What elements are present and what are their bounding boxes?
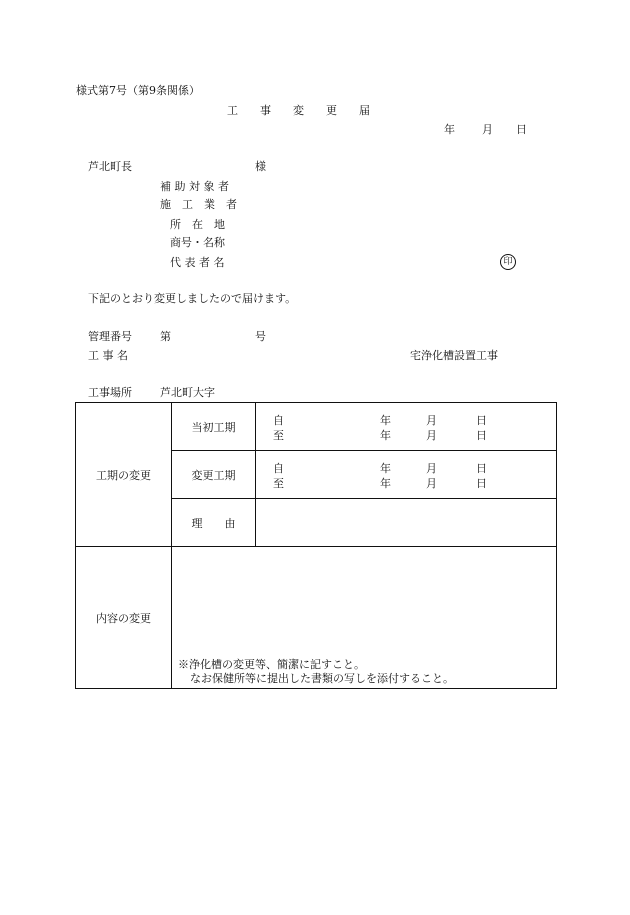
statement-text: 下記のとおり変更しましたので届けます。 xyxy=(88,292,297,305)
period-change-header: 工期の変更 xyxy=(76,403,172,547)
note-line-2: なお保健所等に提出した書類の写しを添付すること。 xyxy=(190,672,454,685)
day-label: 日 xyxy=(476,414,487,427)
month-label: 月 xyxy=(426,429,437,442)
addressee-honorific: 様 xyxy=(255,160,266,173)
management-number-go: 号 xyxy=(255,330,266,343)
from-label: 自 xyxy=(273,462,284,475)
address-label: 所 在 地 xyxy=(170,218,225,231)
location-label: 工事場所 xyxy=(88,386,132,399)
subsidy-recipient-label: 補 助 対 象 者 xyxy=(160,180,229,193)
year-label: 年 xyxy=(380,414,391,427)
changed-from-row xyxy=(273,460,488,474)
changed-period-label: 変更工期 xyxy=(172,451,256,499)
reason-cell[interactable] xyxy=(256,499,557,547)
year-label: 年 xyxy=(380,477,391,490)
changed-to-row xyxy=(273,475,488,489)
note-line-1: ※浄化槽の変更等、簡潔に記すこと。 xyxy=(178,658,365,671)
initial-from-row xyxy=(273,412,488,426)
month-label: 月 xyxy=(426,477,437,490)
initial-period-cell[interactable] xyxy=(256,403,557,451)
document-title: 工 事 変 更 届 xyxy=(227,104,370,117)
form-number: 様式第7号（第9条関係） xyxy=(76,84,200,97)
changed-period-cell[interactable] xyxy=(256,451,557,499)
content-change-header: 内容の変更 xyxy=(76,547,172,689)
date-year-label: 年 xyxy=(444,123,455,136)
contractor-label: 施 工 業 者 xyxy=(160,198,237,211)
month-label: 月 xyxy=(426,462,437,475)
seal-icon: 印 xyxy=(500,254,516,270)
day-label: 日 xyxy=(476,477,487,490)
change-table xyxy=(75,402,557,689)
project-name-value: 宅浄化槽設置工事 xyxy=(410,349,498,362)
day-label: 日 xyxy=(476,462,487,475)
management-number-label: 管理番号 xyxy=(88,330,132,343)
year-label: 年 xyxy=(380,429,391,442)
day-label: 日 xyxy=(476,429,487,442)
project-name-label: 工 事 名 xyxy=(88,349,128,362)
representative-label: 代 表 者 名 xyxy=(170,256,225,269)
initial-to-row xyxy=(273,427,488,441)
month-label: 月 xyxy=(426,414,437,427)
trade-name-label: 商号・名称 xyxy=(170,236,225,249)
date-day-label: 日 xyxy=(516,123,527,136)
to-label: 至 xyxy=(273,477,284,490)
management-number-dai: 第 xyxy=(160,330,171,343)
from-label: 自 xyxy=(273,414,284,427)
addressee-name: 芦北町長 xyxy=(88,160,132,173)
date-month-label: 月 xyxy=(482,123,493,136)
initial-period-label: 当初工期 xyxy=(172,403,256,451)
content-change-cell[interactable] xyxy=(172,547,557,689)
to-label: 至 xyxy=(273,429,284,442)
seal-mark xyxy=(500,254,516,270)
location-value: 芦北町大字 xyxy=(160,386,215,399)
reason-label: 理 由 xyxy=(172,499,256,547)
year-label: 年 xyxy=(380,462,391,475)
